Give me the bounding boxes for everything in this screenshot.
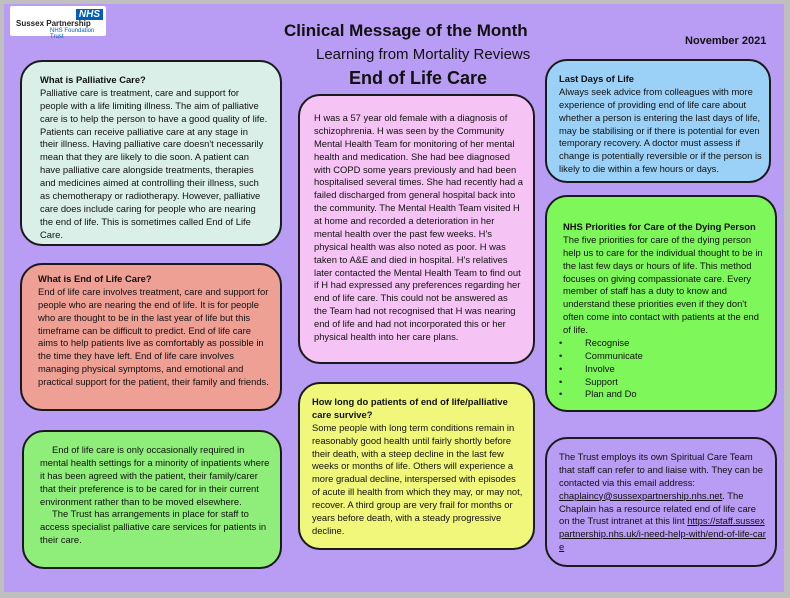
case-study-box (298, 94, 535, 364)
chaplaincy-email-link[interactable]: chaplaincy@sussexpartnership.nhs.net (559, 489, 723, 501)
palliative-care-box (20, 60, 282, 246)
page-title: Clinical Message of the Month (284, 21, 528, 40)
priorities-box (545, 195, 777, 412)
priorities-list (559, 337, 767, 401)
survival-heading: How long do patients of end of life/palliative care survive? (312, 396, 508, 420)
priorities-heading: NHS Priorities for Care of the Dying Person (563, 221, 756, 232)
issue-date: November 2021 (685, 35, 767, 47)
survival-box (298, 382, 535, 550)
logo-trust-name: NHS Foundation Trust (50, 28, 95, 40)
inpatient-box (22, 430, 282, 569)
page-subtitle: Learning from Mortality Reviews (316, 46, 531, 63)
inpatient-text-2: The Trust has arrangements in place for staff to access specialist palliative care services for patients in their care. (40, 508, 267, 546)
last-days-box (545, 59, 771, 183)
poster (4, 4, 784, 592)
palliative-care-heading: What is Palliative Care? (40, 74, 146, 85)
last-days-heading: Last Days of Life (559, 73, 635, 84)
case-study-text: H was a 57 year old female with a diagnosis of schizophrenia. H was seen by the Community Mental Health Team for monitoring of her mental health and medication. She had bee diagnosed with COPD some years previously and had been hospitalised several times. She had recently had a failed discharged from general hospital back into the community. The Mental Health Team visited H at home and recorded a deterioration in her mental health over the past few weeks. H's physical health was also noted as poor. H was taken to A&E and died in hospital. H's relatives later contacted the Mental Health Team to find out if H had expressed any preferences regarding her end of life care. This could not be answered as the Team had not recognised that H was nearing end of life and had not incorporated this or her physical health into her care plans. (314, 112, 523, 342)
intranet-link[interactable]: https://staff.sussexpartnership.nhs.uk/i-need-help-with/end-of-life-care (559, 515, 766, 553)
spiritual-care-box (545, 437, 777, 567)
end-of-life-box (20, 263, 282, 411)
priority-item: • Plan and Do (559, 388, 767, 401)
logo-org-name: Sussex Partnership (16, 19, 91, 28)
priority-item: • Involve (559, 363, 767, 376)
priority-item: • Support (559, 376, 767, 389)
priority-item: • Communicate (559, 350, 767, 363)
survival-text: Some people with long term conditions remain in reasonably good health until fairly shortly before their death, with a steep decline in the last few weeks or months of life. Others will experience a more gradual decline, interspersed with episodes of acute ill health from which they may, or may not, recover. A third group are very frail for months or years before death, with a steady progressive decline. (312, 421, 523, 536)
palliative-care-text: Palliative care is treatment, care and support for people with a life limiting illness. The aim of palliative care is to help the person to have a good quality of life. Patients can receive palliative care at any stage in their illness. Having palliative care doesn't necessarily mean that they are likely to die soon. A patient can have palliative care alongside treatments, therapies and medicines aimed at controlling their illness, such as chemotherapy or radiotherapy. However, palliative care does include caring for people who are nearing the end of life. This is sometimes called End of Life Care. (40, 86, 268, 240)
last-days-text: Always seek advice from colleagues with more experience of providing end of life care about whether a person is entering the last days of life, may be stabilising or if there is potential for even temporary recovery. A doctor must assess if change is potentially reversible or if the person is likely to die within a few hours or days. (559, 85, 762, 175)
priority-item: • Recognise (559, 337, 767, 350)
end-of-life-heading: What is End of Life Care? (38, 273, 152, 284)
spiritual-care-text (559, 451, 767, 554)
inpatient-text-1: End of life care is only occasionally required in mental health settings for a minority of inpatients where it has been agreed with the patient, their family/carer that their preference is to be cared for in their current environment rather than to be moved elsewhere. (40, 444, 270, 507)
priorities-text: The five priorities for care of the dying person help us to care for the individual thought to be in the last few days or hours of life. This method focuses on giving compassionate care. Every member of staff has a duty to know and understand these priorities even if they don't often come into contact with patients at the end of life. (563, 233, 763, 335)
spiritual-intro: The Trust employs its own Spiritual Care Team that staff can refer to and liaise with. They can be contacted via this email address: (559, 451, 763, 488)
spiritual-middle: . The Chaplain has a resource related end of life care on the Trust intranet at this lint (559, 489, 756, 527)
end-of-life-text: End of life care involves treatment, care and support for people who are nearing the end of life. It is for people who are thought to be in the last year of life but this timeframe can be difficult to predict. End of life care aims to help patients live as comfortably as possible in the time they have left. End of life care involves managing physical symptoms, and emotional and practical support for the patient, their family and friends. (38, 285, 269, 387)
page-headline: End of Life Care (349, 68, 488, 88)
nhs-badge: NHS (76, 9, 103, 20)
nhs-logo (10, 6, 106, 40)
